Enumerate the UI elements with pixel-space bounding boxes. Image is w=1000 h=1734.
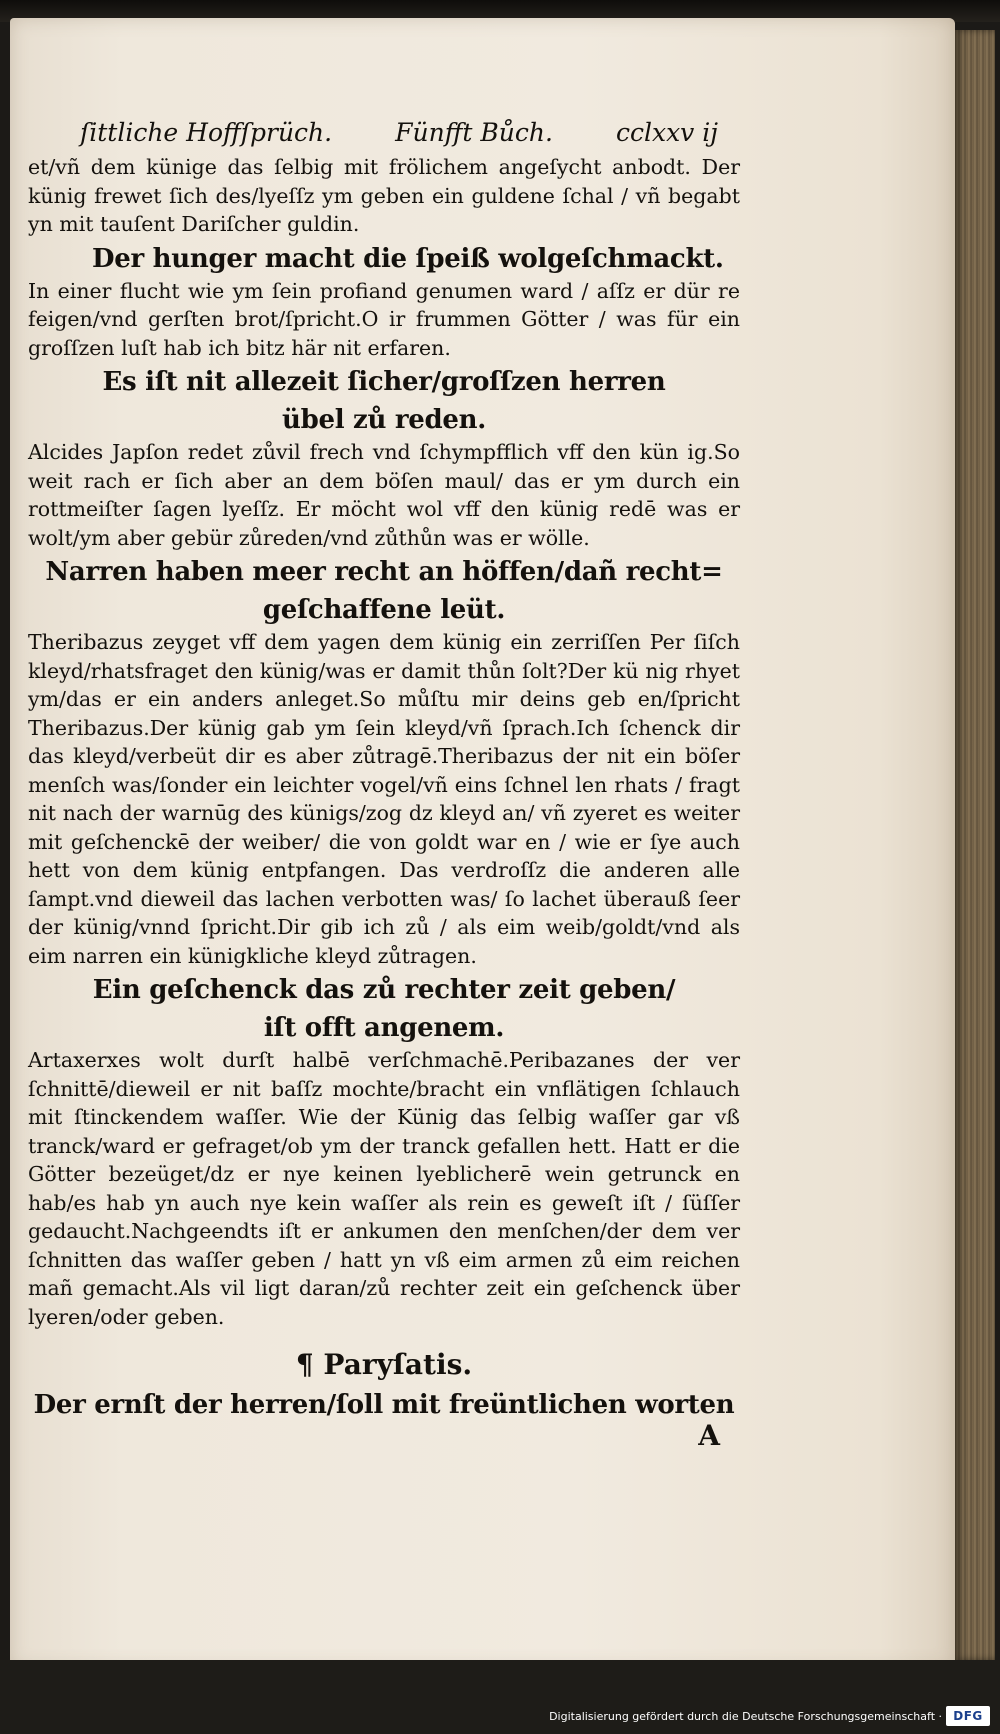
heading-gift-line-1: Ein geſchenck das zů rechter zeit geben/ [92, 975, 676, 1005]
header-center: Fünfft Bůch. [395, 118, 553, 147]
section-marker-parysatis: ¶ Paryſatis. [295, 1348, 473, 1381]
heading-earnest: Der ernſt der herren/ſoll mit freüntlichen worten [33, 1390, 735, 1420]
digitization-credit: Digitalisierung gefördert durch die Deutsche Forschungsgemeinschaft · [549, 1710, 942, 1723]
heading-hunger: Der hunger macht die ſpeiß wolgeſchmackt. [92, 243, 724, 274]
paragraph-5: Artaxerxes wolt durſt halbē verſchmachē.Peribazanes der ver ſchnittē/dieweil er nit baſſz mochte/bracht ein vnflätigen ſchlauch mit ſtinckendem waſſer. Wie der Künig das ſelbig waſſer gar vß tranck/ward er gefraget/ob ym der tranck gefallen hett. Hatt er die Götter bezeüget/dz er nye keinen lyeblicherē wein getrunck en hab/es hab yn auch nye kein waſſer als rein es geweſt iſt / ſüſſer gedaucht.Nachgeendts iſt er ankumen den menſchen/der dem ver ſchnitten das waſſer geben / hatt yn vß eim armen zů eim reichen mañ gemacht.Als vil ligt daran/zů rechter zeit ein geſchenck über lyeren/oder geben. [28, 1048, 740, 1329]
heading-lords-line-1: Es iſt nit allezeit ſicher/groſſzen herren [102, 367, 666, 397]
paragraph-3: Alcides Japſon redet zůvil frech vnd ſchympfflich vff den kün ig.So weit rach er ſich aber an dem böſen maul/ das er ym durch ein rottmeiſter ſagen lyeſſz. Er möcht wol vff den künig redē was er wolt/ym aber gebür zůreden/vnd zůthůn was er wölle. [28, 440, 740, 550]
heading-gift-line-2: iſt offt angenem. [263, 1013, 505, 1043]
paragraph-1: et/vñ dem künige das ſelbig mit frölichem angeſycht anbodt. Der künig frewet ſich des/lyeſſz ym geben ein guldene ſchal / vñ begabt yn mit tauſent Dariſcher guldin. [28, 155, 740, 236]
book-page-edges [955, 30, 995, 1660]
heading-fools-line-2: geſchaffene leüt. [262, 595, 506, 625]
header-folio: cclxxv ij [615, 118, 718, 147]
heading-lords-line-2: übel zů reden. [282, 405, 486, 435]
dfg-logo: DFG [946, 1706, 990, 1726]
header-left: ſittliche Hoffſprüch. [80, 118, 333, 147]
signature-mark: A [698, 1419, 720, 1452]
running-header [28, 118, 740, 147]
paragraph-2: In einer flucht wie ym ſein profiand genumen ward / aſſz er dür re feigen/vnd gerſten brot/ſpricht.O ir frummen Götter / was für ein groſſzen luſt hab ich bitz här nit erfaren. [28, 278, 740, 360]
heading-fools-line-1: Narren haben meer recht an höffen/dañ recht= [45, 557, 723, 587]
paragraph-4: Theribazus zeyget vff dem yagen dem künig ein zerriſſen Per ſiſch kleyd/rhatsfraget den künig/was er damit thůn ſolt?Der kü nig rhyet ym/das er ein anders anleget.So můſtu mir deins geb en/ſpricht Theribazus.Der künig gab ym ſein kleyd/vñ ſprach.Ich ſchenck dir das kleyd/verbeüt dir es aber zůtragē.Theribazus der nit ein böſer menſch was/ſonder ein leichter vogel/vñ eins ſchnel len rhats / fragt nit nach der warnūg des künigs/zog dz kleyd an/ vñ zyeret es weiter mit geſchenckē der weiber/ die von goldt war en / wie er ſye auch hett von dem künig entpfangen. Das verdroſſz die anderen alle ſampt.vnd dieweil das lachen verbotten was/ ſo lachet überauß ſeer der künig/vnnd ſpricht.Dir gib ich zů / als eim weib/goldt/vnd als eim narren ein künigkliche kleyd zůtragen. [28, 630, 740, 968]
page-text [28, 118, 740, 1452]
